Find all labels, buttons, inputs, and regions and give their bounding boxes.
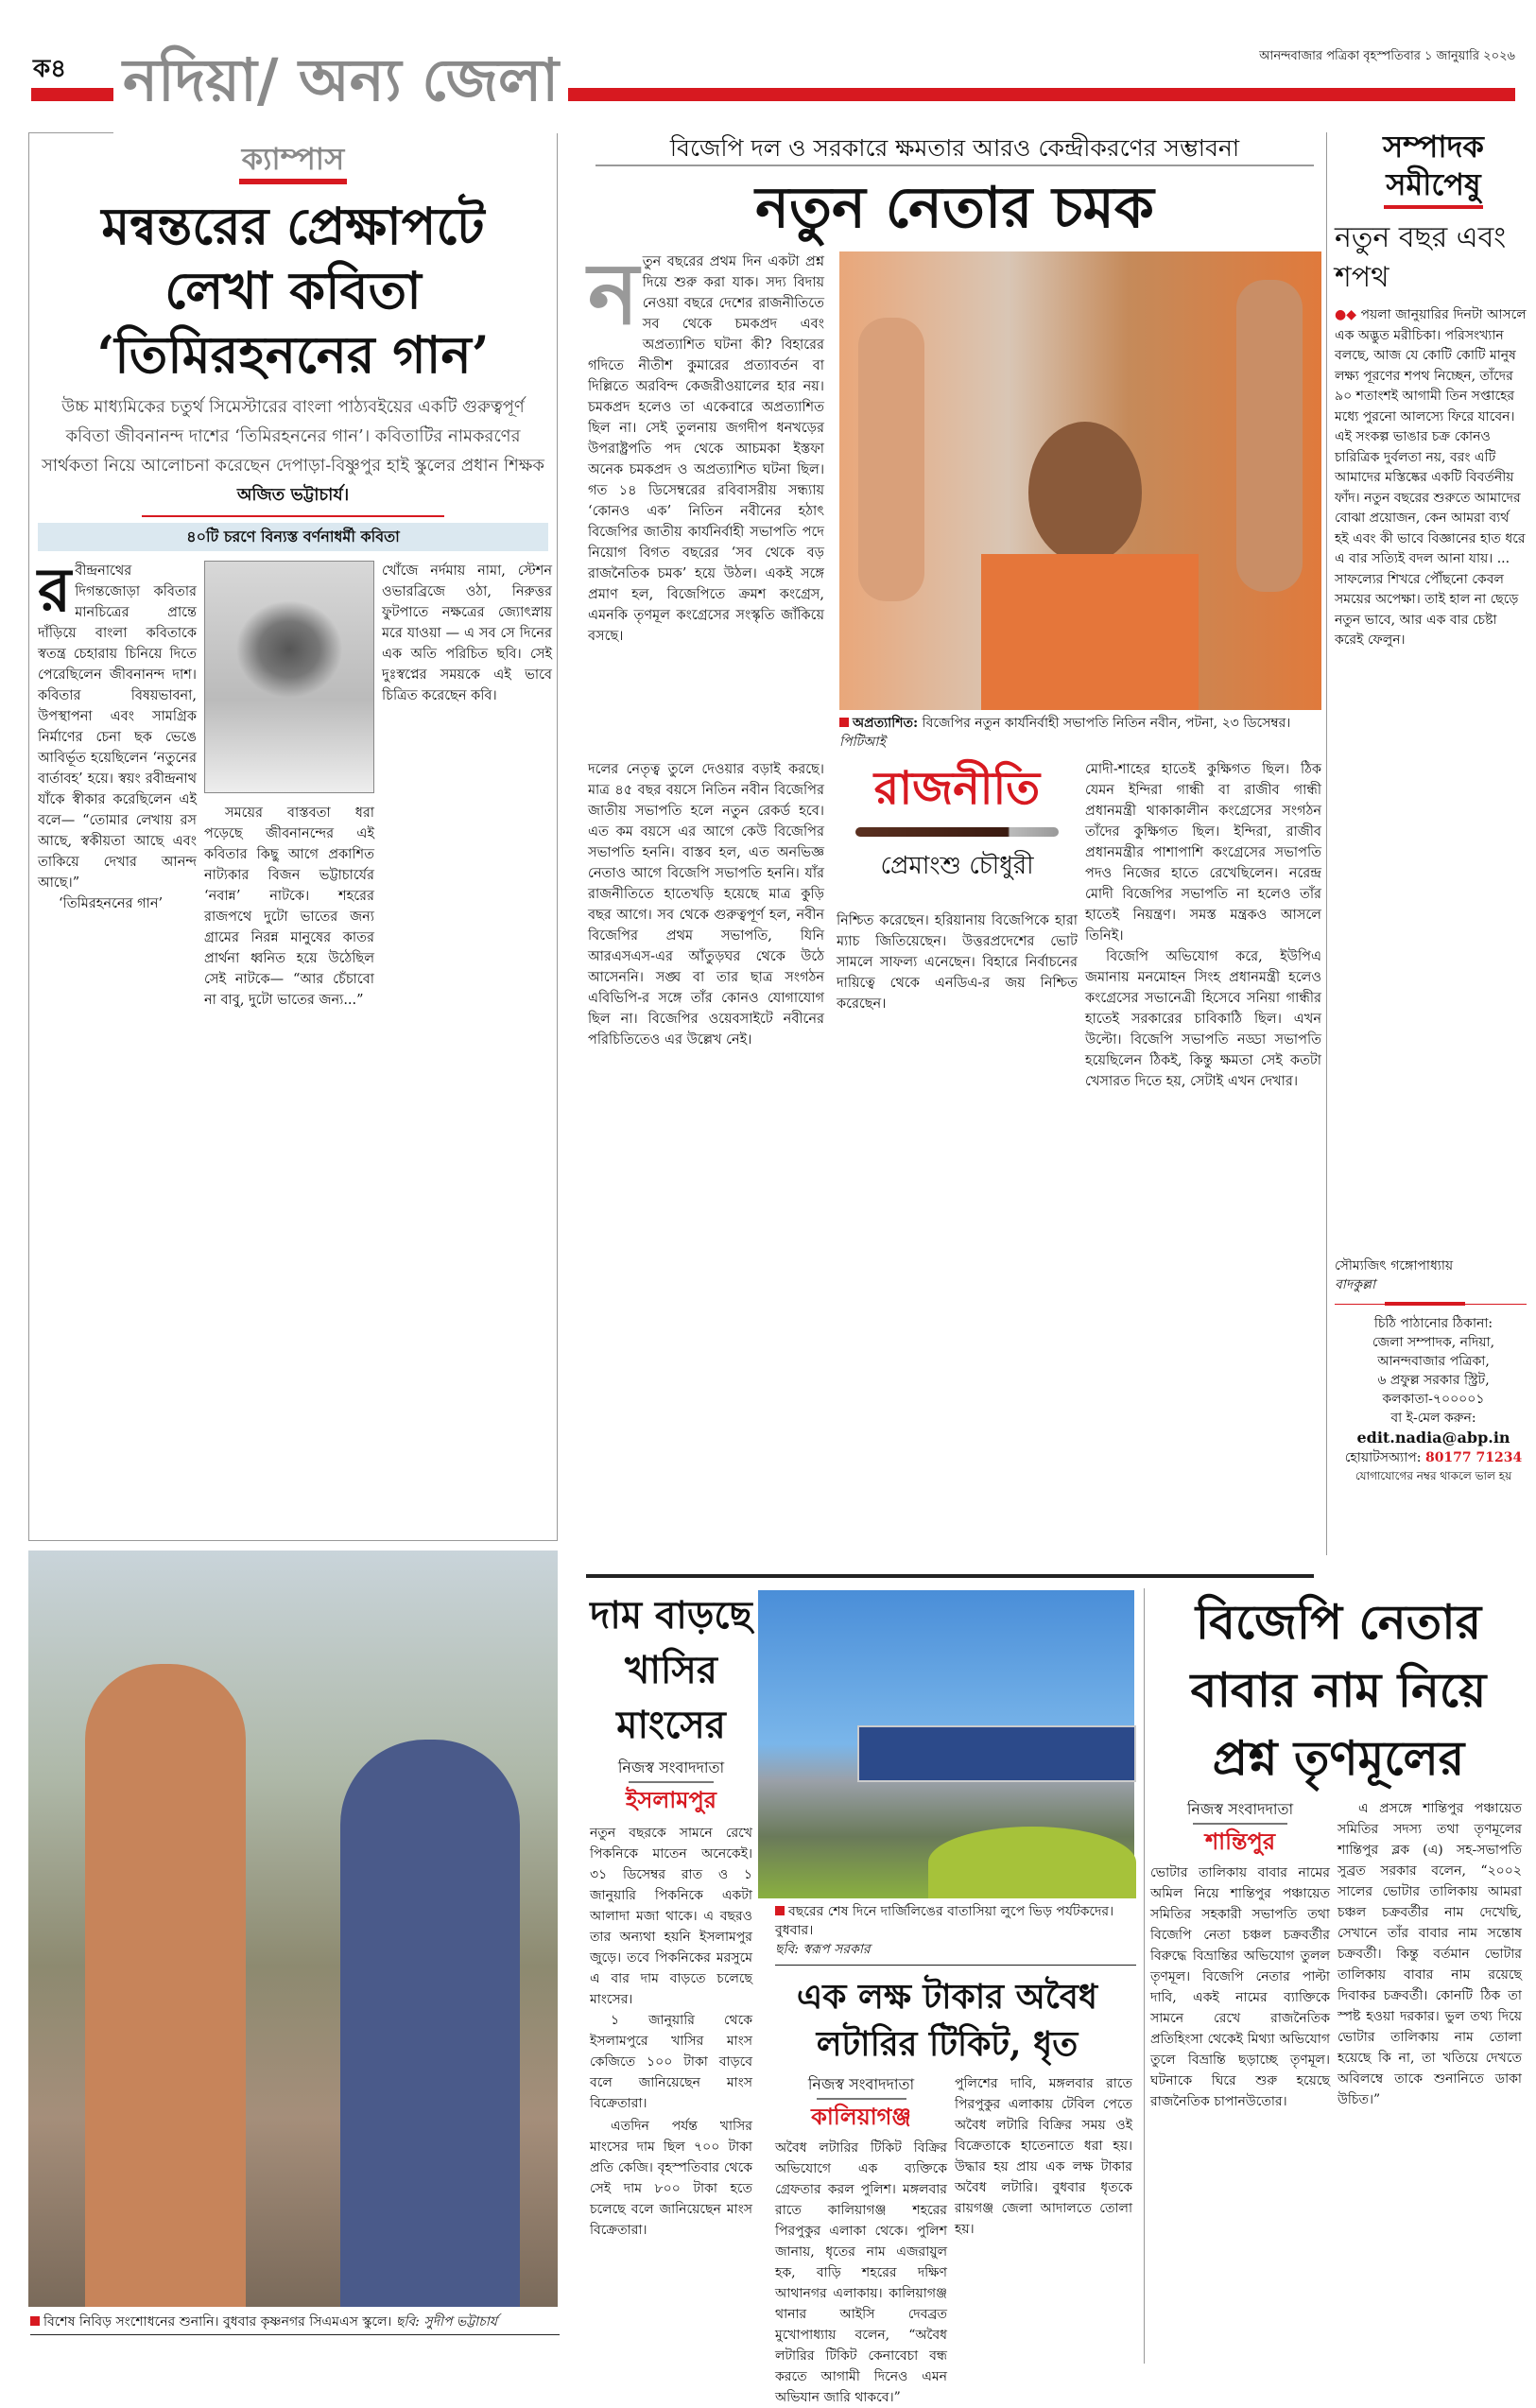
caption-credit: ছবি: স্বরূপ সরকার [775, 1942, 871, 1957]
columnist-name: প্রেমাংশু চৌধুরী [880, 852, 1034, 880]
lead-col-4 [1085, 759, 1321, 1569]
scarf [981, 554, 1199, 710]
letter-place: বাদকুল্লা [1335, 1277, 1376, 1292]
lead-kicker: বিজেপি দল ও সরকারে ক্ষমতার আরও কেন্দ্রীকরণের সম্ভাবনা [669, 134, 1240, 162]
section-double-rule [586, 1574, 1314, 1578]
address-line: কলকাতা-৭০০০০১ [1382, 1392, 1485, 1407]
khasi-story [590, 1588, 752, 2364]
campus-box [28, 132, 558, 1541]
raised-fist [1236, 280, 1303, 592]
address-rule-accent [1385, 1302, 1465, 1306]
kicker-underline [239, 179, 347, 184]
campus-headline-3: ‘তিমিরহননের গান’ [96, 324, 490, 385]
khasi-headline: দাম বাড়ছে খাসির মাংসের [590, 1593, 752, 1747]
letters-column [1331, 128, 1536, 1569]
address-line: আনন্দবাজার পত্রিকা, [1377, 1354, 1490, 1369]
para-3: খোঁজে নর্দমায় নামা, স্টেশন ওভারব্রিজে ওঠা, নিরুত্তর ফুটপাতে নক্ষত্রের জ্যোৎস্নায় মরে যাওয়া — এ সব সে দিনের এক অতি পরিচিত ছবি। সেই দুঃস্বপ্নের সময়কে এই ভাবে চিত্রিত করেছেন কবি। [382, 563, 552, 703]
column-divider [1144, 1588, 1145, 2364]
person-figure [340, 1740, 520, 2307]
bjp-headline: বিজেপি নেতার বাবার নাম নিয়ে প্রশ্ন তৃণমূলের [1190, 1594, 1487, 1786]
whatsapp-label: হোয়াটসঅ্যাপ: [1344, 1450, 1422, 1465]
fountain-pen-icon [855, 827, 1059, 837]
campus-subhead: ৪০টি চরণে বিন্যস্ত বর্ণনাধর্মী কবিতা [38, 523, 548, 551]
batasia-loop-photo [758, 1590, 1134, 1898]
letter-signature: সৌম্যজিৎ গঙ্গোপাধ্যায় [1335, 1258, 1454, 1273]
caption-credit: পিটিআই [839, 735, 886, 750]
hearing-caption [30, 2313, 560, 2335]
letters-title-1: সম্পাদক [1383, 129, 1484, 165]
bjp-reporter: নিজস্ব সংবাদদাতা [1186, 1800, 1294, 1818]
address-title: চিঠি পাঠানোর ঠিকানা: [1373, 1316, 1493, 1331]
hedge [928, 1827, 1136, 1898]
face [1028, 422, 1142, 563]
campus-body-row [38, 555, 552, 1533]
campus-col-2 [204, 561, 374, 1533]
khasi-reporter: নিজস্ব সংবাদদাতা [617, 1758, 725, 1776]
khasi-dateline: ইসলামপুর [625, 1786, 716, 1813]
author-name: অজিত ভট্টাচার্য। [236, 485, 350, 505]
lottery-dateline: কালিয়াগঞ্জ [811, 2103, 911, 2130]
bjp-col-1-wrap [1150, 1798, 1330, 2364]
address-line: জেলা সম্পাদক, নদিয়া, [1372, 1335, 1495, 1350]
letters-title-2: সমীপেষু [1386, 166, 1481, 202]
lead-photo-caption [839, 714, 1321, 752]
raised-fist [858, 318, 924, 601]
campus-col-3 [382, 561, 552, 1533]
reporter-rule [629, 1781, 714, 1783]
address-rule [1335, 1304, 1527, 1305]
bjp-row [1150, 1798, 1527, 2364]
drop-cap: র [38, 555, 72, 626]
train-coach [857, 1725, 1136, 1782]
caption-credit: ছবি: সুদীপ ভট্টাচার্য [395, 2314, 497, 2330]
letter-body [1331, 305, 1536, 1251]
reporter-rule [817, 2098, 906, 2100]
khasi-para-2: ১ জানুয়ারি থেকে ইসলামপুরে খাসির মাংস কেজিতে ১০০ টাকা বাড়বে বলে জানিয়েছেন মাংস বিক্রেতারা। [590, 2013, 752, 2111]
lead-col-3 [837, 910, 1078, 1569]
bjp-story [1150, 1588, 1527, 2364]
khasi-body [590, 1823, 752, 2364]
whatsapp-number: 80177 71234 [1424, 1450, 1523, 1465]
lead-para-3: নিশ্চিত করেছেন। হরিয়ানায় বিজেপিকে হারা ম্যাচ জিতিয়েছেন। উত্তরপ্রদেশের ভোট সামলে সাফল্য এনেছেন। বিহারে নির্বাচনের দায়িত্বে থেকে এনডিএ-র জয় নিশ্চিত করেছেন। [837, 913, 1078, 1012]
caption-text: বিশেষ নিবিড় সংশোধনের শুনানি। বুধবার কৃষ্ণনগর সিএমএস স্কুলে। [43, 2314, 392, 2330]
address-line: বা ই-মেল করুন: [1390, 1411, 1476, 1426]
column-name: রাজনীতি [873, 762, 1041, 815]
dek-underline [142, 515, 444, 517]
letter-text: পয়লা জানুয়ারির দিনটা আসলে এক অদ্ভুত মরীচিকা। পরিসংখ্যান বলছে, আজ যে কোটি কোটি মানুষ লক্ষ্য পূরণের শপথ নিচ্ছেন, তাঁদের ৯০ শতাংশই আগামী তিন সপ্তাহের মধ্যে পুরনো আলস্যে ফিরে যাবেন। এই সংকল্প ভাঙার চক্র কোনও চারিত্রিক দুর্বলতা নয়, বরং এটি আমাদের মস্তিষ্কের একটি বিবর্তনীয় ফাঁদ। নতুন বছরের শুরুতে আমাদের বোঝা প্রয়োজন, কেন আমরা ব্যর্থ হই এবং কী ভাবে বিজ্ঞানের হাত ধরে এ বার সত্যিই বদল আনা যায়। ... সাফল্যের শিখরে পৌঁছনো কেবল সময়ের অপেক্ষা। তাই হাল না ছেড়ে নতুন ভাবে, আর এক বার চেষ্টা করেই ফেলুন। [1335, 307, 1527, 648]
lead-col-1 [588, 244, 824, 743]
lead-headline: নতুন নেতার চমক [755, 175, 1154, 241]
letter-marker-icon: ●◆ [1335, 307, 1356, 322]
paper-date: আনন্দবাজার পত্রিকা বৃহস্পতিবার ১ জানুয়ারি ২০২৬ [1259, 49, 1515, 63]
caption-text: বছরের শেষ দিনে দার্জিলিঙের বাতাসিয়া লুপে ভিড় পর্যটকদের। বুধবার। [775, 1904, 1114, 1938]
lead-para-4: মোদী-শাহের হাতেই কুক্ষিগত ছিল। ঠিক যেমন ইন্দিরা গান্ধী বা রাজীব গান্ধী প্রধানমন্ত্রী থাকাকালীন কংগ্রেসের সংগঠন তাঁদের কুক্ষিগত ছিল। ইন্দিরা, রাজীব প্রধানমন্ত্রীর পাশাপাশি কংগ্রেসের সভাপতি পদও নিজের হাতে রেখেছিলেন। নরেন্দ্র মোদী বিজেপির সভাপতি না হলেও তাঁর হাতেই নিয়ন্ত্রণ। সমস্ত মন্ত্রকও আসলে তিনিই। [1085, 762, 1321, 944]
person-figure [85, 1664, 246, 2307]
section-title: নদিয়া/ অন্য জেলা [113, 36, 568, 133]
caption-label: অপ্রত্যাশিত: [853, 716, 919, 731]
lottery-para-1: অবৈধ লটারির টিকিট বিক্রির অভিযোগে এক ব্যক্তিকে গ্রেফতার করল পুলিশ। মঙ্গলবার রাতে কালিয়াগঞ্জ শহরের পিরপুকুর এলাকা থেকে। পুলিশ জানায়, ধৃতের নাম এজরায়ুল হক, বাড়ি শহরের দক্ষিণ আথানগর এলাকায়। কালিয়াগঞ্জ থানার আইসি দেবব্রত মুখোপাধ্যায় বলেন, “অবৈধ লটারির টিকিট কেনাবেচা বন্ধ করতে আগামী দিনেও এমন অভিযান জারি থাকবে।” [775, 2140, 947, 2405]
para-2: ‘তিমিরহননের গান’ [59, 896, 164, 911]
campus-kicker: ক্যাম্পাস [241, 141, 345, 177]
lottery-headline-2: লটারির টিকিট, ধৃত [816, 2024, 1079, 2064]
khasi-photo-caption [775, 1902, 1136, 1959]
rajniti-column [837, 759, 1078, 1569]
lead-row-2 [586, 759, 1323, 1569]
bjp-para-1: ভোটার তালিকায় বাবার নামের অমিল নিয়ে শান্তিপুর পঞ্চায়েত সমিতির সহকারী সভাপতি তথা বিজেপি নেতা চঞ্চল চক্রবর্তীর বিরুদ্ধে বিভ্রান্তির অভিযোগ তুলল তৃণমূল। বিজেপি নেতার পাল্টা দাবি, একই নামের ব্যাক্তিকে সামনে রেখে রাজনৈতিক প্রতিহিংসা থেকেই মিথ্যা অভিযোগ তুলে বিভ্রান্তি ছড়াচ্ছে তৃণমূল। ঘটনাকে ঘিরে শুরু হয়েছে রাজনৈতিক চাপানউতোর। [1150, 1865, 1330, 2109]
lottery-headline-1: এক লক্ষ টাকার অবৈধ [796, 1977, 1098, 2017]
nitin-nabin-photo [839, 251, 1321, 710]
lottery-para-2: পুলিশের দাবি, মঙ্গলবার রাতে পিরপুকুর এলাকায় টেবিল পেতে অবৈধ লটারি বিক্রির সময় ওই বিক্রেতাকে হাতেনাতে ধরা হয়। উদ্ধার হয় প্রায় এক লক্ষ টাকার অবৈধ লটারি। বুধবার ধৃতকে রায়গঞ্জ জেলা আদালতে তোলা হয়। [955, 2076, 1132, 2237]
para-1: বীন্দ্রনাথের দিগন্তজোড়া কবিতার মানচিত্রের প্রান্তে দাঁড়িয়ে বাংলা কবিতাকে স্বতন্ত্র চেহারায় চিনিয়ে দিতে পেরেছিলেন জীবনানন্দ দাশ। কবিতার বিষয়ভাবনা, উপস্থাপনা এবং সামগ্রিক নির্মাণের চেনা ছক ভেঙে আবির্ভূত হয়েছিলেন ‘নতুনের বার্তাবহ’ হয়ে। স্বয়ং রবীন্দ্রনাথ যাঁকে স্বীকার করেছিলেন এই বলে— “তোমার লেখায় রস আছে, স্বকীয়তা আছে এবং তাকিয়ে দেখার আনন্দ আছে।” [38, 563, 197, 891]
lead-para-1: তুন বছরের প্রথম দিন একটা প্রশ্ন দিয়ে শুরু করা যাক। সদ্য বিদায় নেওয়া বছরে দেশের রাজনীতিতে সব থেকে চমকপ্রদ এবং অপ্রত্যাশিত ঘটনা কী? বিহারের গদিতে নীতীশ কুমারের প্রত্যাবর্তন বা দিল্লিতে অরবিন্দ কেজরীওয়ালের হার নয়। চমকপ্রদ হলেও তা একেবারে অপ্রত্যাশিত ছিল না। সেই তুলনায় জগদীপ ধনখড়ের উপরাষ্ট্রপতি পদ থেকে আচমকা ইস্তফা অনেক চমকপ্রদ ও অপ্রত্যাশিত ঘটনা ছিল। গত ১৪ ডিসেম্বরের রবিবাসরীয় সন্ধ্যায় ‘কোনও এক’ নিতিন নবীনের হঠাৎ বিজেপির জাতীয় কার্যনির্বাহী সভাপতি পদে নিয়োগ বিগত বছরের ‘সব থেকে বড় রাজনৈতিক চমক’ হয়ে উঠল। একই সঙ্গে প্রমাণ হল, বিজেপিতে ক্রমশ কংগ্রেস, এমনকি তৃণমূল কংগ্রেসের সংস্কৃতি জাঁকিয়ে বসছে। [588, 254, 824, 644]
jibanananda-photo [204, 561, 374, 793]
hearing-photo [28, 1550, 558, 2307]
khasi-para-3: এতদিন পর্যন্ত খাসির মাংসের দাম ছিল ৭০০ টাকা প্রতি কেজি। বৃহস্পতিবার থেকে সেই দাম ৮০০ টাকা হতে চলেছে বলে জানিয়েছেন মাংস বিক্রেতারা। [590, 2119, 752, 2238]
letter-headline: নতুন বছর এবং শপথ [1335, 221, 1507, 294]
bjp-col-2 [1338, 1798, 1522, 2364]
lead-para-2: দলের নেতৃত্ব তুলে দেওয়ার বড়াই করছে। মাত্র ৪৫ বছর বয়সে নিতিন নবীন বিজেপির জাতীয় সভাপতি হলে নতুন রেকর্ড হবে। এত কম বয়সে এর আগে কেউ বিজেপির সভাপতি হননি। বাস্তব হল, এত অনভিজ্ঞ নেতাও আগে বিজেপি সভাপতি হননি। যাঁর রাজনীতিতে হাতেখড়ি হয়েছে মাত্র কুড়ি বছর আগে। সব থেকে গুরুত্বপূর্ণ হল, নবীন বিজেপির প্রথম সভাপতি, যিনি আরএসএস-এর আঁতুড়ঘর থেকে উঠে আসেননি। সঙ্ঘ বা তার ছাত্র সংগঠন এবিভিপি-র সঙ্গে তাঁর কোনও যোগাযোগ ছিল না। বিজেপির ওয়েবসাইটে নবীনের পরিচিতিতেও এর উল্লেখ নেই। [588, 762, 824, 1048]
lead-para-5: বিজেপি অভিযোগ করে, ইউপিএ জমানায় মনমোহন সিংহ প্রধানমন্ত্রী হলেও কংগ্রেসের সভানেত্রী হিসেবে সনিয়া গান্ধীর হাতেই সরকারের চাবিকাঠি ছিল। এখন উল্টো। বিজেপি সভাপতি নড্ডা সভাপতি হয়েছিলেন ঠিকই, কিন্তু ক্ষমতা সেই কতটা খেসারত দিতে হয়, সেটাই এখন দেখার। [1085, 949, 1321, 1089]
lottery-col-2 [955, 2073, 1132, 2364]
lead-drop-cap: ন [588, 244, 639, 344]
page-number: ক৪ [33, 55, 67, 83]
dek-text: উচ্চ মাধ্যমিকের চতুর্থ সিমেস্টারের বাংলা পাঠ্যবইয়ের একটি গুরুত্বপূর্ণ কবিতা জীবনানন্দ দাশের ‘তিমিরহননের গান’। কবিতাটির নামকরণের সার্থকতা নিয়ে আলোচনা করেছেন দেপাড়া-বিষ্ণুপুর হাই স্কুলের প্রধান শিক্ষক [41, 397, 545, 476]
lottery-rule [775, 1965, 1136, 1966]
whatsapp-line [1331, 1448, 1536, 1467]
khasi-para-1: নতুন বছরকে সামনে রেখে পিকনিকে মাতেন অনেকেই। ৩১ ডিসেম্বর রাত ও ১ জানুয়ারি পিকনিকে একটা আলাদা মজা থাকে। এ বছরও তার অন্যথা হয়নি ইসলামপুর জুড়ে। তবে পিকনিকের মরসুমে এ বার দাম বাড়তে চলেছে মাংসের। [590, 1826, 752, 2007]
campus-col-1 [38, 555, 197, 1533]
campus-headline-1: মন্বন্তরের প্রেক্ষাপটে [101, 196, 485, 256]
reporter-rule [1193, 1823, 1287, 1825]
lottery-col-1 [775, 2138, 947, 2405]
bjp-dateline: শান্তিপুর [1204, 1828, 1276, 1855]
bjp-col-1 [1150, 1862, 1330, 2364]
contact-note: যোগাযোগের নম্বর থাকলে ভাল হয় [1355, 1469, 1512, 1482]
letters-title-underline [1384, 205, 1483, 209]
campus-dek [38, 392, 548, 510]
address-line: ৬ প্রফুল্ল সরকার স্ট্রিট, [1377, 1373, 1490, 1388]
lead-story [586, 134, 1323, 1569]
lead-row-1 [586, 244, 1323, 752]
campus-headline-2: লেখা কবিতা [164, 260, 422, 320]
caption-text: বিজেপির নতুন কার্যনির্বাহী সভাপতি নিতিন নবীন, পটনা, ২৩ ডিসেম্বর। [922, 716, 1291, 731]
lottery-reporter: নিজস্ব সংবাদদাতা [807, 2075, 915, 2093]
bjp-para-2: এ প্রসঙ্গে শান্তিপুর পঞ্চায়েত সমিতির সদস্য তথা তৃণমূলের শান্তিপুর ব্লক (এ) সহ-সভাপতি সুব্রত সরকার বলেন, “২০০২ সালের ভোটার তালিকায় আমরা চঞ্চল চক্রবর্তীর নাম দেখেছি, সেখানে তাঁর বাবার নাম সন্তোষ চক্রবর্তী। কিন্তু বর্তমান ভোটার তালিকায় বাবার নাম রয়েছে দিবাকর চক্রবর্তী। কোনটি ঠিক তা স্পষ্ট হওয়া দরকার। ভুল তথ্য দিয়ে ভোটার তালিকায় নাম তোলা হয়েছে কি না, তা খতিয়ে দেখতে অবিলম্বে তাকে শুনানিতে ডাকা উচিত।” [1338, 1801, 1522, 2107]
photo-lottery-column [758, 1590, 1136, 2405]
email-link[interactable]: edit.nadia@abp.in [1356, 1429, 1510, 1447]
para-4: সময়ের বাস্তবতা ধরা পড়েছে জীবনানন্দের এই কবিতার কিছু আগে প্রকাশিত নাট্যকার বিজন ভট্টাচার্যের ‘নবান্ন’ নাটকে। শহরের রাজপথে দুটো ভাতের জন্য গ্রামের নিরন্ন মানুষের কাতর প্রার্থনা ধ্বনিত হয়ে উঠেছিল সেই নাটকে— “আর চেঁচাবো না বাবু, দুটো ভাতের জন্য...” [204, 806, 374, 1008]
campus-col-2-text [204, 803, 374, 1533]
column-divider [1326, 132, 1327, 1555]
lottery-col-1-wrap [775, 2073, 947, 2405]
address-block [1331, 1314, 1536, 1484]
lottery-row [758, 2073, 1136, 2405]
lead-col-2 [588, 759, 824, 1569]
kicker-rule [595, 165, 1314, 166]
lead-photo-column [839, 251, 1321, 752]
